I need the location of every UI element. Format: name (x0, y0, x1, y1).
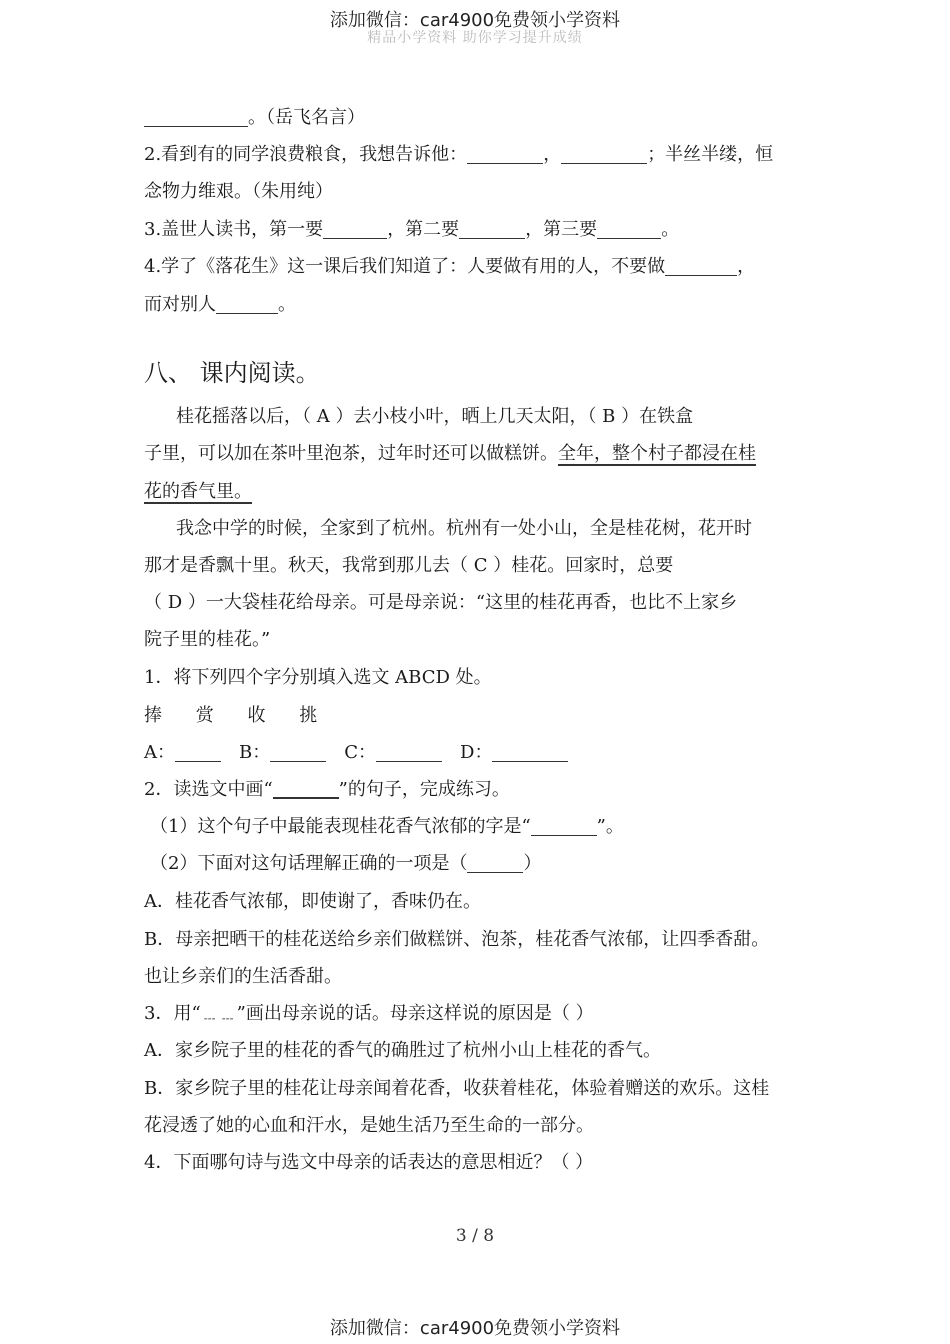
text: 3.盖世人读书，第一要 (144, 219, 324, 240)
text: （1）这个句子中最能表现桂花香气浓郁的字是“ (150, 816, 531, 837)
option-b-cont: 也让乡亲们的生活香甜。 (144, 966, 342, 987)
text: ”的句子，完成练习。 (338, 779, 510, 800)
label: C： (344, 742, 377, 763)
answer-blank[interactable] (270, 743, 326, 762)
text: 2.看到有的同学浪费粮食，我想告诉他： (144, 144, 468, 165)
abcd-answers (144, 740, 568, 766)
option-b: B．母亲把晒干的桂花送给乡亲们做糕饼、泡茶，桂花香气浓郁，让四季香甜。 (144, 929, 770, 950)
fill-line-3: 念物力维艰。（朱用纯） (144, 181, 333, 202)
passage-line: 桂花摇落以后，（ A ）去小枝小叶，晒上几天太阳，（ B ）在铁盒 (176, 406, 694, 427)
word-option: 收 (247, 705, 266, 726)
section-title: 八、 课内阅读。 (144, 359, 320, 387)
text: 子里，可以加在茶叶里泡茶，过年时还可以做糕饼。 (144, 443, 558, 464)
text: 。（岳飞名言） (248, 107, 365, 128)
answer-blank[interactable] (467, 854, 523, 873)
answer-blank[interactable] (323, 220, 387, 239)
text: ”。 (596, 816, 624, 837)
label: A： (144, 742, 175, 763)
text: （2）下面对这句话理解正确的一项是（ (150, 853, 468, 874)
question-1: 1．将下列四个字分别填入选文 ABCD 处。 (144, 667, 492, 688)
question-3: 3．用“﹍﹍”画出母亲说的话。母亲这样说的原因是（ ） (144, 1003, 594, 1024)
q3-option-b-cont: 花浸透了她的心血和汗水，是她生活乃至生命的一部分。 (144, 1115, 594, 1136)
text: ） (523, 853, 542, 874)
underlined-sentence: 花的香气里。 (144, 481, 252, 502)
question-2-2 (150, 851, 541, 877)
answer-blank[interactable] (216, 295, 278, 314)
fill-line-2 (144, 142, 773, 168)
answer-blank[interactable] (459, 220, 525, 239)
passage-line: 院子里的桂花。” (144, 629, 271, 650)
answer-blank[interactable] (531, 817, 597, 836)
text: ，第二要 (387, 219, 460, 240)
answer-blank[interactable] (376, 743, 442, 762)
label: B： (239, 742, 271, 763)
fill-line-6 (144, 292, 296, 318)
watermark-bottom: 添加微信：car4900免费领小学资料 (329, 1318, 621, 1339)
word-option: 赏 (195, 705, 214, 726)
passage-line: 那才是香飘十里。秋天，我常到那儿去（ C ）桂花。回家时，总要 (144, 555, 674, 576)
underline-sample (273, 779, 339, 799)
passage-line: 我念中学的时候，全家到了杭州。杭州有一处小山，全是桂花树，花开时 (176, 518, 752, 539)
text: ；半丝半缕，恒 (647, 144, 774, 165)
answer-blank[interactable] (175, 743, 221, 762)
option-a: A．桂花香气浓郁，即使谢了，香味仍在。 (144, 891, 481, 912)
text: 。 (661, 219, 680, 240)
question-2 (144, 777, 510, 803)
word-option: 捧 (144, 705, 162, 726)
text: ，第三要 (525, 219, 598, 240)
label: D： (460, 742, 493, 763)
passage-line (144, 479, 252, 505)
text: 而对别人 (144, 294, 216, 315)
question-4: 4．下面哪句诗与选文中母亲的话表达的意思相近？（ ） (144, 1152, 594, 1173)
text: 4.学了《落花生》这一课后我们知道了：人要做有用的人，不要做 (144, 256, 666, 277)
text: 。 (278, 294, 296, 315)
q3-option-b: B．家乡院子里的桂花让母亲闻着花香，收获着桂花，体验着赠送的欢乐。这桂 (144, 1078, 770, 1099)
answer-blank[interactable] (665, 257, 737, 276)
answer-blank[interactable] (597, 220, 661, 239)
text: ， (737, 256, 756, 277)
word-option: 挑 (299, 705, 318, 726)
q3-option-a: A．家乡院子里的桂花的香气的确胜过了杭州小山上桂花的香气。 (144, 1040, 661, 1061)
answer-blank[interactable] (467, 145, 543, 164)
word-options (144, 703, 345, 729)
fill-line-4 (144, 217, 679, 243)
answer-blank[interactable] (561, 145, 647, 164)
passage-line: （ D ）一大袋桂花给母亲。可是母亲说：“这里的桂花再香，也比不上家乡 (144, 592, 738, 613)
fill-line-5 (144, 254, 755, 280)
text: 2．读选文中画“ (144, 779, 273, 800)
watermark-top: 添加微信：car4900免费领小学资料 (329, 10, 621, 31)
ghost-header: 精品小学资料 助你学习提升成绩 (367, 30, 583, 46)
answer-blank[interactable] (492, 743, 568, 762)
page-number: 3 / 8 (455, 1226, 495, 1246)
question-2-1 (150, 814, 624, 840)
fill-line-1 (144, 105, 365, 131)
underlined-sentence: 全年，整个村子都浸在桂 (558, 443, 756, 464)
text: ， (543, 144, 562, 165)
answer-blank[interactable] (144, 108, 248, 127)
passage-line (144, 441, 756, 467)
